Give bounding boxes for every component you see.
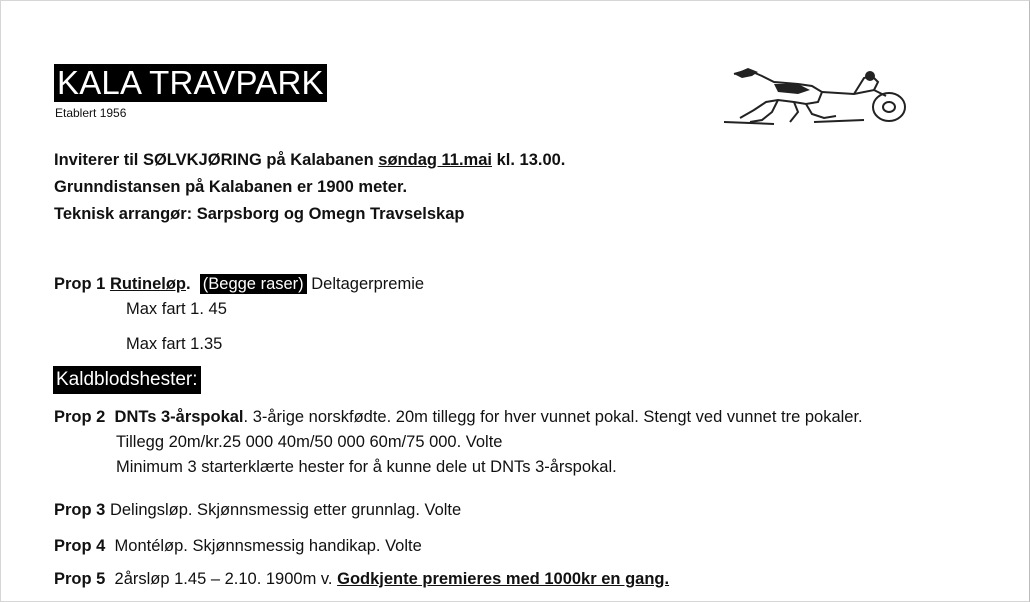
prop-1-name: Rutineløp — [109, 275, 187, 293]
event-time: kl. 13.00. — [492, 151, 566, 169]
prop-2-line-3: Minimum 3 starterklærte hester for å kunne dele ut DNTs 3-årspokal. — [116, 458, 617, 476]
established-note: Etablert 1956 — [55, 106, 127, 120]
invitation-text — [54, 147, 565, 228]
intro-line-2: Grunndistansen på Kalabanen er 1900 meter. — [54, 178, 408, 196]
prop-5-note: Godkjente premieres med 1000kr en gang. — [337, 570, 670, 588]
prop-3-label: Prop 3 — [54, 501, 106, 519]
prop-1-max-1: Max fart 1. 45 — [126, 300, 227, 318]
prop-3-row — [54, 501, 461, 520]
prop-4-row — [54, 537, 422, 556]
prop-1-dot: . — [186, 275, 191, 293]
section-heading: Kaldblodshester: — [53, 366, 201, 394]
prop-5-desc: 2årsløp 1.45 – 2.10. 1900m v. — [114, 570, 338, 588]
event-date: søndag 11.mai — [378, 151, 492, 169]
prop-2-desc: . 3-årige norskfødte. 20m tillegg for hver vunnet pokal. Stengt ved vunnet tre pokaler. — [243, 408, 863, 426]
prop-5-row — [54, 570, 669, 589]
prop-2-line-2: Tillegg 20m/kr.25 000 40m/50 000 60m/75 000. Volte — [116, 433, 503, 451]
prop-3-desc: Delingsløp. Skjønnsmessig etter grunnlag. Volte — [105, 501, 462, 519]
harness-horse-illustration — [714, 62, 910, 128]
prop-1-max-2: Max fart 1.35 — [126, 335, 223, 353]
intro-line-1 — [54, 147, 565, 174]
prop-2-row — [54, 408, 863, 427]
prop-1-label: Prop 1 — [54, 275, 110, 293]
prop-1-prize: Deltagerpremie — [306, 275, 425, 293]
club-title: KALA TRAVPARK — [54, 64, 327, 102]
breed-badge: (Begge raser) — [200, 274, 307, 294]
prop-4-label: Prop 4 — [54, 537, 106, 555]
prop-1-row — [54, 275, 424, 294]
prop-4-desc: Montéløp. Skjønnsmessig handikap. Volte — [114, 537, 422, 555]
prop-2-label: Prop 2 — [54, 408, 106, 426]
prop-2-name: DNTs 3-årspokal — [114, 408, 244, 426]
intro-line-3: Teknisk arrangør: Sarpsborg og Omegn Travselskap — [54, 205, 465, 223]
prop-5-label: Prop 5 — [54, 570, 106, 588]
intro-line-1-start: Inviterer til SØLVKJØRING på Kalabanen — [54, 151, 379, 169]
